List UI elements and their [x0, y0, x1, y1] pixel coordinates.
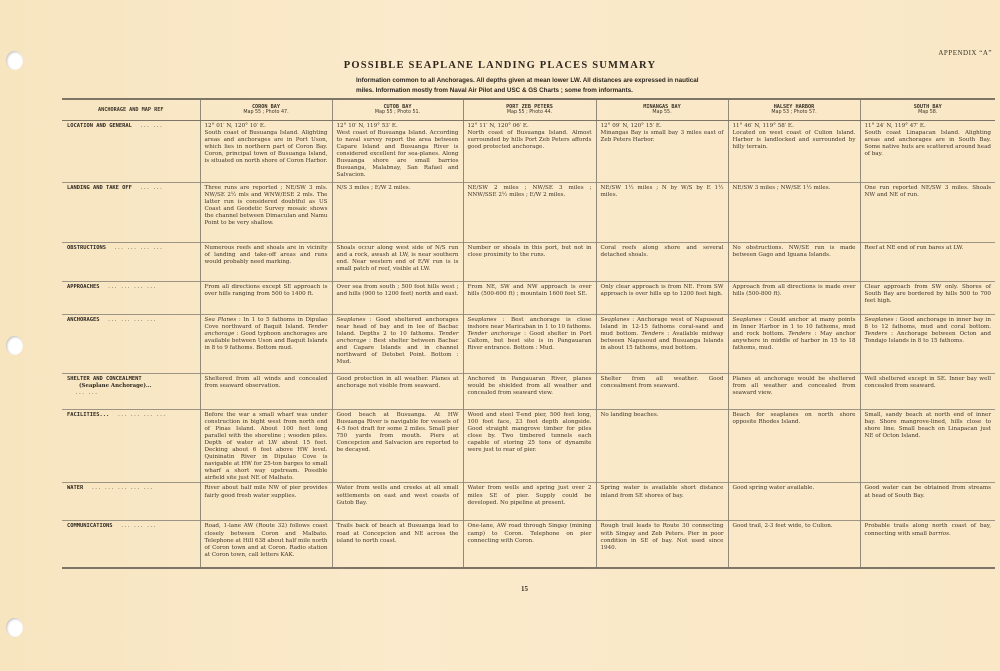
table-cell	[463, 314, 596, 373]
table-body	[62, 120, 995, 568]
cell-text: : Available midway between Napusoud and Busuanga Islands in about 15 fathoms, mud bottom.	[600, 330, 724, 351]
cell-text: River about half mile NW of pier provides fairly good fresh water supplies.	[204, 485, 328, 499]
binder-hole-bottom	[6, 618, 23, 637]
table-cell	[596, 182, 728, 242]
table-cell	[332, 120, 463, 182]
table-cell	[200, 182, 332, 242]
cell-text: : Good sheltered anchorages near head of bay and in lee of Bacbac Island. Depths 2 to 10 fathoms.	[336, 316, 459, 337]
cell-text: West coast of Busuanga Island. According to naval survey report the area between Capare Island and Busuanga River is considered excellent for sea-planes. Along Busuanga shore are small barrios Busuanga, Malabnay, San Rafael and Salvacion.	[336, 129, 459, 179]
cell-text: Trails back of beach at Busuanga lead to road at Concepcion and NE across the island to north coast.	[336, 523, 459, 544]
cell-text: N/S 3 miles ; E/W 2 miles.	[336, 184, 411, 191]
cell-text: North coast of Busuanga Island. Almost surrounded by hills Port Zeb Peters affords good protected anchorage.	[467, 129, 592, 150]
cell-text: Planes at anchorage would be sheltered from all weather and concealed from seaward view.	[732, 375, 856, 396]
table-cell	[200, 373, 332, 409]
cell-text: Good beach at Busuanga. At HW Busuanga River is navigable for vessels of 4-5 foot draft for some 2 miles. Small pier 750 yards from mouth. Piers at Concepcion and Salvacion are reported to be decayed.	[336, 411, 459, 453]
table-cell	[860, 281, 995, 314]
cell-text: No obstructions. NW/SE run is made between Gago and Iguana Islands.	[732, 244, 856, 258]
seaplane-summary-table	[62, 98, 995, 569]
table-cell	[200, 521, 332, 568]
column-ref: Map 58.	[918, 110, 938, 116]
table-row	[62, 483, 995, 521]
table-cell	[728, 120, 860, 182]
row-label	[62, 120, 200, 182]
row-label-text: OBSTRUCTIONS	[67, 244, 106, 251]
leader-dots: ... ... ...	[120, 523, 157, 530]
table-cell	[332, 483, 463, 521]
cell-text: : Anchorage between Octon and Tondajo Islands in 8 to 15 fathoms.	[864, 330, 991, 344]
cell-text: Well sheltered except in SE. Inner bay well concealed from seaward.	[864, 375, 991, 389]
leader-dots: ... ... ... ...	[107, 283, 157, 290]
cell-text: Road, 1-lane AW (Route 32) follows coast closely between Coron and Malbato. Telephone at Hill 638 about half mile north of Coron town and at Coron. Radio station at Coron town, call letters KAK.	[204, 523, 328, 558]
column-header	[200, 99, 332, 120]
table-cell	[860, 483, 995, 521]
table-cell	[728, 242, 860, 281]
row-label-text: SHELTER AND CONCEALMENT	[67, 375, 142, 382]
table-cell	[596, 409, 728, 483]
cell-text: One run reported NE/SW 3 miles. Shoals NW and NE of run.	[864, 184, 991, 198]
leader-dots: ... ... ... ...	[117, 411, 166, 418]
coordinates: 11° 46′ N, 119° 58′ E.	[732, 122, 794, 129]
cell-text: Anchored in Pangauaran River, planes would be shielded from all weather and concealed from seaward view.	[467, 375, 592, 396]
row-label-text: ANCHORAGES	[67, 316, 100, 323]
italic-term: Tenders	[864, 330, 888, 337]
column-header	[332, 99, 463, 120]
table-cell	[728, 373, 860, 409]
page-subtitle: Information common to all Anchorages. All depths given at mean lower LW. All distances are expressed in nautical miles. Information mostly from Naval Air Pilot and USC & GS Charts ; some from informants.	[356, 77, 699, 94]
table-cell	[332, 281, 463, 314]
cell-text: Small, sandy beach at north end of inner bay. Shore mangrove-lined, hills close to shore line. Small beach on Linapacan just NE of Octon Island.	[864, 411, 991, 439]
table-cell	[596, 521, 728, 568]
italic-term: Tender anchorage	[336, 330, 459, 344]
column-name: CORON BAY	[251, 104, 281, 110]
table-row	[62, 182, 995, 242]
table-cell	[860, 120, 995, 182]
column-name: CUTOB BAY	[383, 104, 412, 110]
coordinates: 12° 01′ N, 120° 10′ E.	[204, 122, 266, 129]
cell-text: NE/SW 2 miles ; NW/SE 3 miles ; NNW/SSE 2½ miles ; E/W 2 miles.	[467, 184, 592, 198]
row-label-text: FACILITIES...	[67, 411, 110, 418]
table-cell	[596, 314, 728, 373]
cell-text: : In 1 to 5 fathoms in Dipulao Cove northward of Baquit Island.	[204, 316, 328, 330]
cell-text: Approach from all directions is made over hills (500-800 ft).	[732, 283, 856, 297]
table-row	[62, 120, 995, 182]
cell-text: Good trail, 2-3 feet wide, to Culion.	[732, 523, 833, 530]
column-header	[463, 99, 596, 120]
column-name: PORT ZEB PETERS	[506, 104, 553, 110]
cell-text: Clear approach from SW only. Shores of South Bay are bordered by hills 500 to 700 feet high.	[864, 283, 991, 304]
cell-text: Good water can be obtained from streams at head of South Bay.	[864, 485, 991, 499]
row-label	[62, 483, 200, 521]
table-cell	[332, 521, 463, 568]
table-cell	[860, 521, 995, 568]
page-title: POSSIBLE SEAPLANE LANDING PLACES SUMMARY	[343, 60, 657, 71]
row-label	[62, 521, 200, 568]
table-cell	[200, 483, 332, 521]
table-cell	[463, 120, 596, 182]
binder-hole-middle	[6, 336, 23, 355]
italic-term: Tenders	[788, 330, 811, 337]
table-cell	[332, 409, 463, 483]
table-cell	[860, 314, 995, 373]
coordinates: 11° 24′ N, 119° 47′ E.	[864, 122, 926, 129]
cell-text: : Good typhoon anchorages are available between Uson and Baquit Islands in 8 to 9 fathoms. Bottom mud.	[204, 330, 328, 351]
row-label	[62, 314, 200, 373]
cell-text: No landing beaches.	[600, 411, 659, 418]
corner-header: ANCHORAGE AND MAP REF	[62, 99, 200, 120]
leader-dots: ... ...	[139, 184, 163, 191]
table-cell	[332, 242, 463, 281]
coordinates: 12° 09′ N, 120° 15′ E.	[600, 122, 662, 129]
page-number: 15	[521, 585, 528, 593]
column-name: SOUTH BAY	[913, 104, 942, 110]
cell-text: South coast of Busuanga Island. Alighting areas and anchorages are in Port Uson, which lies in northern part of Coron Bay. Coron, principal town of Busuanga Island, is situated on north shore of Coron Harbor.	[204, 129, 328, 164]
cell-text: Three runs are reported ; NE/SW 3 mls. NW/SE 2½ mls and WNW/ESE 2 mls. The latter run is considered doubtful as US Coast and Geodetic Survey mosaic shows the channel between Dimaculan and Namu Point to be very shallow.	[204, 184, 328, 226]
cell-text: Beach for seaplanes on north shore opposite Rhodes Island.	[732, 411, 856, 425]
table-cell	[860, 409, 995, 483]
table-cell	[728, 483, 860, 521]
leader-dots: ... ...	[139, 122, 163, 129]
cell-text: Good protection in all weather. Planes at anchorage not visible from seaward.	[336, 375, 459, 389]
table-cell	[728, 182, 860, 242]
row-label-text: LANDING AND TAKE OFF	[67, 184, 132, 191]
table-cell	[332, 373, 463, 409]
column-ref: Map 55 ; Photo 51.	[374, 110, 421, 116]
italic-term: Tender anchorage	[204, 323, 328, 337]
italic-term: Tenders	[641, 330, 665, 337]
column-name: MINANGAS BAY	[643, 104, 681, 110]
column-name: HALSEY HARBOR	[773, 104, 815, 110]
cell-text: Numerous reefs and shoals are in vicinity of landing and take-off areas and runs would probably need marking.	[204, 244, 328, 265]
italic-term: barrios	[928, 530, 950, 537]
cell-text: Shelter from all weather. Good concealment from seaward.	[600, 375, 724, 389]
table-cell	[200, 120, 332, 182]
appendix-label: APPENDIX “A”	[938, 49, 992, 57]
italic-term: Seaplanes	[732, 316, 762, 323]
cell-text: Spring water is available short distance inland from SE shores of bay.	[600, 485, 724, 499]
cell-text: Minangas Bay is small bay 3 miles east of Zeb Peters Harbor.	[600, 129, 724, 143]
column-ref: Map 55 ; Photo 47.	[243, 110, 289, 116]
table-cell	[596, 281, 728, 314]
cell-text: Coral reefs along shore and several detached shoals.	[600, 244, 724, 258]
table-cell	[596, 373, 728, 409]
row-label	[62, 182, 200, 242]
leader-dots: ... ...	[75, 389, 98, 396]
cell-text: Water from wells and spring just over 2 miles SE of pier. Supply could be developed. No pipeline at present.	[467, 485, 592, 506]
cell-text: .	[949, 530, 951, 537]
coordinates: 12° 10′ N, 119° 53′ E.	[336, 122, 398, 129]
cell-text: : Could anchor at many points in Inner Harbor in 1 to 10 fathoms, mud and rock bottom.	[732, 316, 856, 337]
italic-term: Seaplanes	[336, 316, 366, 323]
cell-text: : May anchor anywhere in middle of harbor in 15 to 18 fathoms, mud.	[732, 330, 856, 351]
cell-text: NE/SW 1½ miles ; N by W/S by E 1½ miles.	[600, 184, 724, 198]
cell-text: Shoals occur along west side of N/S run and a rock, awash at LW, is near southern end. Near western end of E/W run is is small patch of reef, visible at LW.	[336, 244, 459, 272]
cell-text: Reef at NE end of run bares at LW.	[864, 244, 964, 251]
column-header	[860, 99, 995, 120]
table-cell	[596, 120, 728, 182]
row-label-text: WATER	[67, 485, 84, 492]
cell-text: Probable trails along north coast of bay, connecting with small	[864, 523, 991, 537]
table-cell	[596, 483, 728, 521]
row-label-text: COMMUNICATIONS	[67, 523, 113, 530]
table-row	[62, 242, 995, 281]
table-cell	[200, 409, 332, 483]
cell-text: South coast Linapacan Island. Alighting areas and anchorages are in South Bay. Some native huts are scattered around head of bay.	[864, 129, 991, 157]
table-cell	[728, 409, 860, 483]
cell-text: Before the war a small wharf was under construction in bight west from north end of Pinas Island. About 100 feet long parallel with the shoreline ; wooden piles. Depth of water at LW about 15 feet. Decking about 6 feet above HW level. Quininatin River in Dipulao Cove is navigable at HW for 25-ton barges to small wharf a short way upstream. Possible airfield site just NE of Malbato.	[204, 411, 328, 482]
cell-text: Number or shoals in this port, but not in close proximity to the runs.	[467, 244, 592, 258]
table-cell	[860, 373, 995, 409]
row-label	[62, 373, 200, 409]
italic-term: Sea Planes	[204, 316, 237, 323]
row-label-text: LOCATION AND GENERAL	[67, 122, 132, 129]
table-row	[62, 281, 995, 314]
cell-text: Water from wells and creeks at all small settlements on east and west coasts of Gutob Bay.	[336, 485, 459, 506]
table-cell	[728, 521, 860, 568]
italic-term: Seaplanes	[467, 316, 497, 323]
cell-text: : Best anchorage is close inshore near Maricaban in 1 to 10 fathoms.	[467, 316, 592, 330]
table-cell	[463, 182, 596, 242]
cell-text: Sheltered from all winds and concealed from seaward observation.	[204, 375, 328, 389]
cell-text: Over sea from south ; 500 foot hills west ; and hills (900 to 1200 feet) north and east.	[336, 283, 459, 297]
table-cell	[200, 242, 332, 281]
column-ref: Map 53 ; Photo 57.	[771, 110, 817, 116]
table-row	[62, 373, 995, 409]
row-sublabel: (Seaplane Anchorage)...	[79, 382, 152, 389]
cell-text: : Anchorage west of Napusoud Island in 12-15 fathoms coral-sand and mud bottom.	[600, 316, 724, 337]
table-cell	[332, 182, 463, 242]
table-cell	[728, 314, 860, 373]
table-cell	[463, 409, 596, 483]
table-cell	[463, 242, 596, 281]
table-header-row	[62, 99, 995, 120]
table-row	[62, 521, 995, 568]
cell-text: : Good shelter in Port Caltom, but best site is in Pangauaran River entrance. Bottom : Mud.	[467, 330, 592, 351]
cell-text: Only clear approach is from NE. From SW approach is over hills up to 1200 feet high.	[600, 283, 724, 297]
row-label	[62, 281, 200, 314]
table-row	[62, 314, 995, 373]
leader-dots: ... ... ... ...	[113, 244, 163, 251]
table-cell	[332, 314, 463, 373]
table-row	[62, 409, 995, 483]
table-cell	[463, 373, 596, 409]
table-cell	[728, 281, 860, 314]
cell-text: Wood and steel T-end pier, 500 feet long, 100 foot face, 23 foot depth alongside. Good straight mangrove timber for piles close by. Two timbered tunnels each capable of storing 25 tons of dynamite were just to rear of pier.	[467, 411, 592, 453]
column-ref: Map 55.	[652, 110, 672, 116]
italic-term: Seaplanes	[600, 316, 630, 323]
cell-text: Located on west coast of Culion Island. Harbor is landlocked and surrounded by hilly terrain.	[732, 129, 856, 150]
cell-text: Good spring water available.	[732, 485, 815, 492]
table-cell	[860, 242, 995, 281]
italic-term: Tender anchorage	[467, 330, 521, 337]
table-cell	[596, 242, 728, 281]
leader-dots: ... ... ... ...	[107, 316, 157, 323]
table-cell	[463, 521, 596, 568]
leader-dots: ... ... ... ... ...	[91, 485, 153, 492]
cell-text: : Best shelter between Bacbac and Capare Islands and in channel northward of Detobet Point. Bottom : Mud.	[336, 337, 459, 366]
row-label-text: APPROACHES	[67, 283, 100, 290]
row-label	[62, 409, 200, 483]
table-cell	[463, 483, 596, 521]
coordinates: 12° 11′ N, 120° 06′ E.	[467, 122, 529, 129]
table-cell	[200, 314, 332, 373]
column-ref: Map 55 ; Photo 44.	[506, 110, 553, 116]
cell-text: Rough trail leads to Route 30 connecting with Singay and Zeb Peters. Pier in poor condition in SE of bay. Not used since 1940.	[600, 523, 724, 551]
table-cell	[200, 281, 332, 314]
row-label	[62, 242, 200, 281]
cell-text: One-lane, AW road through Singay (mining camp) to Coron. Telephone on pier connecting with Coron.	[467, 523, 592, 544]
table-cell	[463, 281, 596, 314]
cell-text: NE/SW 3 miles ; NW/SE 1½ miles.	[732, 184, 831, 191]
column-header	[728, 99, 860, 120]
table-cell	[860, 182, 995, 242]
column-header	[596, 99, 728, 120]
cell-text: From all directions except SE approach is over hills ranging from 500 to 1400 ft.	[204, 283, 328, 297]
cell-text: From NE, SW and NW approach is over hills (500-600 ft) ; mountain 1600 feet SE.	[467, 283, 592, 297]
cell-text: : Good anchorage in inner bay in 8 to 12 fathoms, mud and coral bottom.	[864, 316, 991, 330]
italic-term: Seaplanes	[864, 316, 894, 323]
